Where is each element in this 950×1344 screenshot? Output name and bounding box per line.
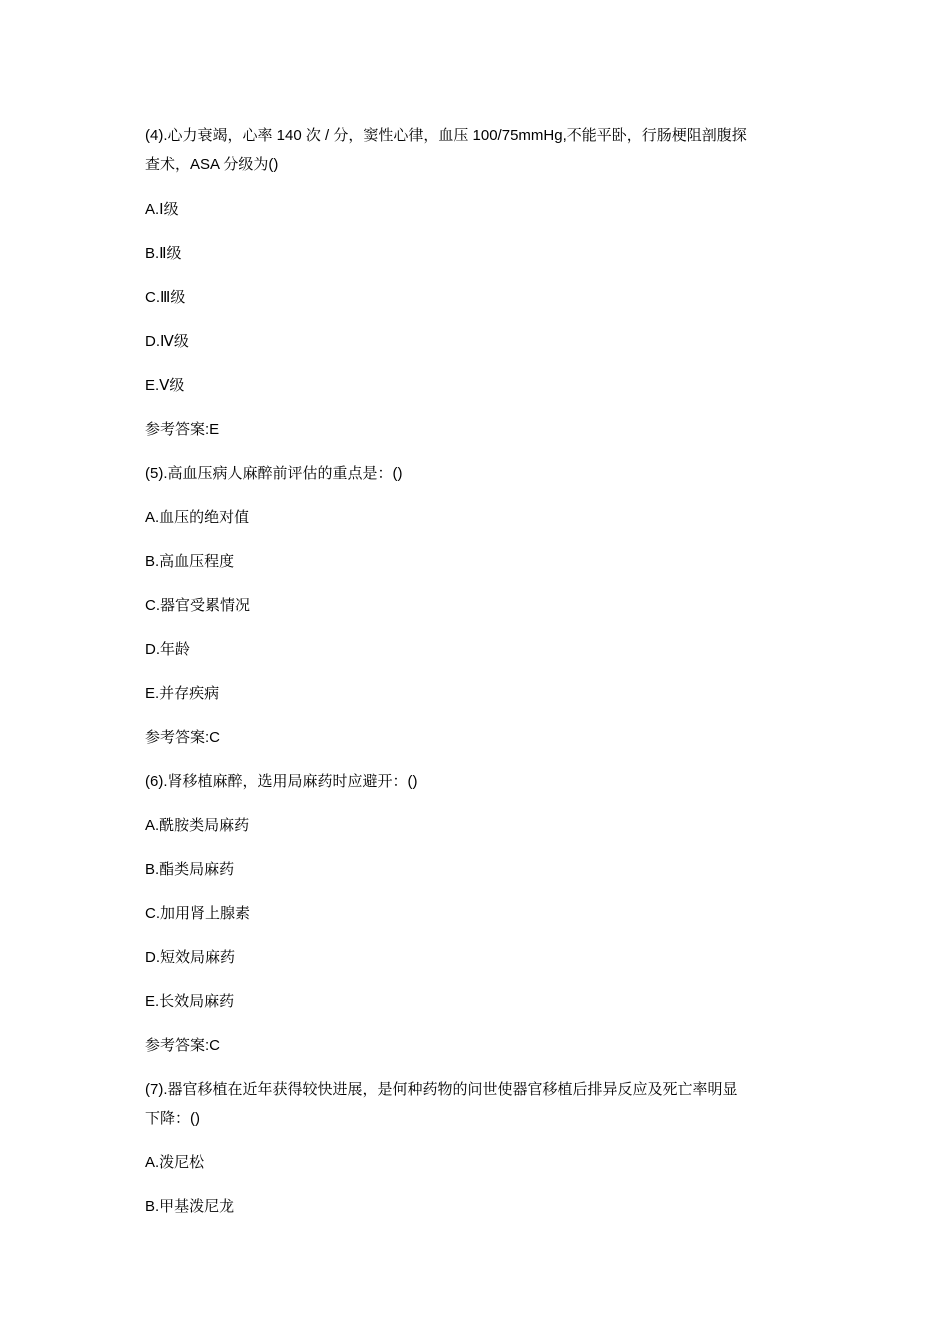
question-6-answer: 参考答案:C — [145, 1037, 221, 1054]
question-7-option-b: B.甲基泼尼龙 — [145, 1198, 235, 1215]
question-6-option-a: A.酰胺类局麻药 — [145, 817, 250, 834]
question-5-option-e: E.并存疾病 — [145, 685, 220, 702]
question-4-option-c: C.Ⅲ级 — [145, 289, 186, 306]
question-4-option-b: B.Ⅱ级 — [145, 245, 182, 262]
question-5-option-a: A.血压的绝对值 — [145, 509, 250, 526]
question-7-stem-line-1: (7).器官移植在近年获得较快进展，是何种药物的问世使器官移植后排异反应及死亡率明显 — [145, 1081, 738, 1098]
question-6-stem: (6).肾移植麻醉，选用局麻药时应避开：() — [145, 773, 418, 790]
question-5-answer: 参考答案:C — [145, 729, 221, 746]
question-5-option-d: D.年龄 — [145, 641, 191, 658]
question-5-stem: (5).高血压病人麻醉前评估的重点是：() — [145, 465, 403, 482]
question-5-option-c: C.器官受累情况 — [145, 597, 251, 614]
question-4-answer: 参考答案:E — [145, 421, 220, 438]
question-4-option-a: A.Ⅰ级 — [145, 201, 179, 218]
question-7-stem-line-2: 下降：() — [145, 1110, 200, 1127]
question-6-option-b: B.酯类局麻药 — [145, 861, 235, 878]
question-6-option-c: C.加用肾上腺素 — [145, 905, 251, 922]
question-6-option-e: E.长效局麻药 — [145, 993, 235, 1010]
question-6-option-d: D.短效局麻药 — [145, 949, 236, 966]
question-5-option-b: B.高血压程度 — [145, 553, 235, 570]
question-4-stem-line-1: (4).心力衰竭，心率 140 次 / 分，窦性心律，血压 100/75mmHg,不能平卧，行肠梗阻剖腹探 — [145, 127, 747, 144]
question-7-option-a: A.泼尼松 — [145, 1154, 205, 1171]
question-4-option-d: D.Ⅳ级 — [145, 333, 189, 350]
question-4-option-e: E.Ⅴ级 — [145, 377, 185, 394]
question-4-stem-line-2: 查术，ASA 分级为() — [145, 156, 279, 173]
